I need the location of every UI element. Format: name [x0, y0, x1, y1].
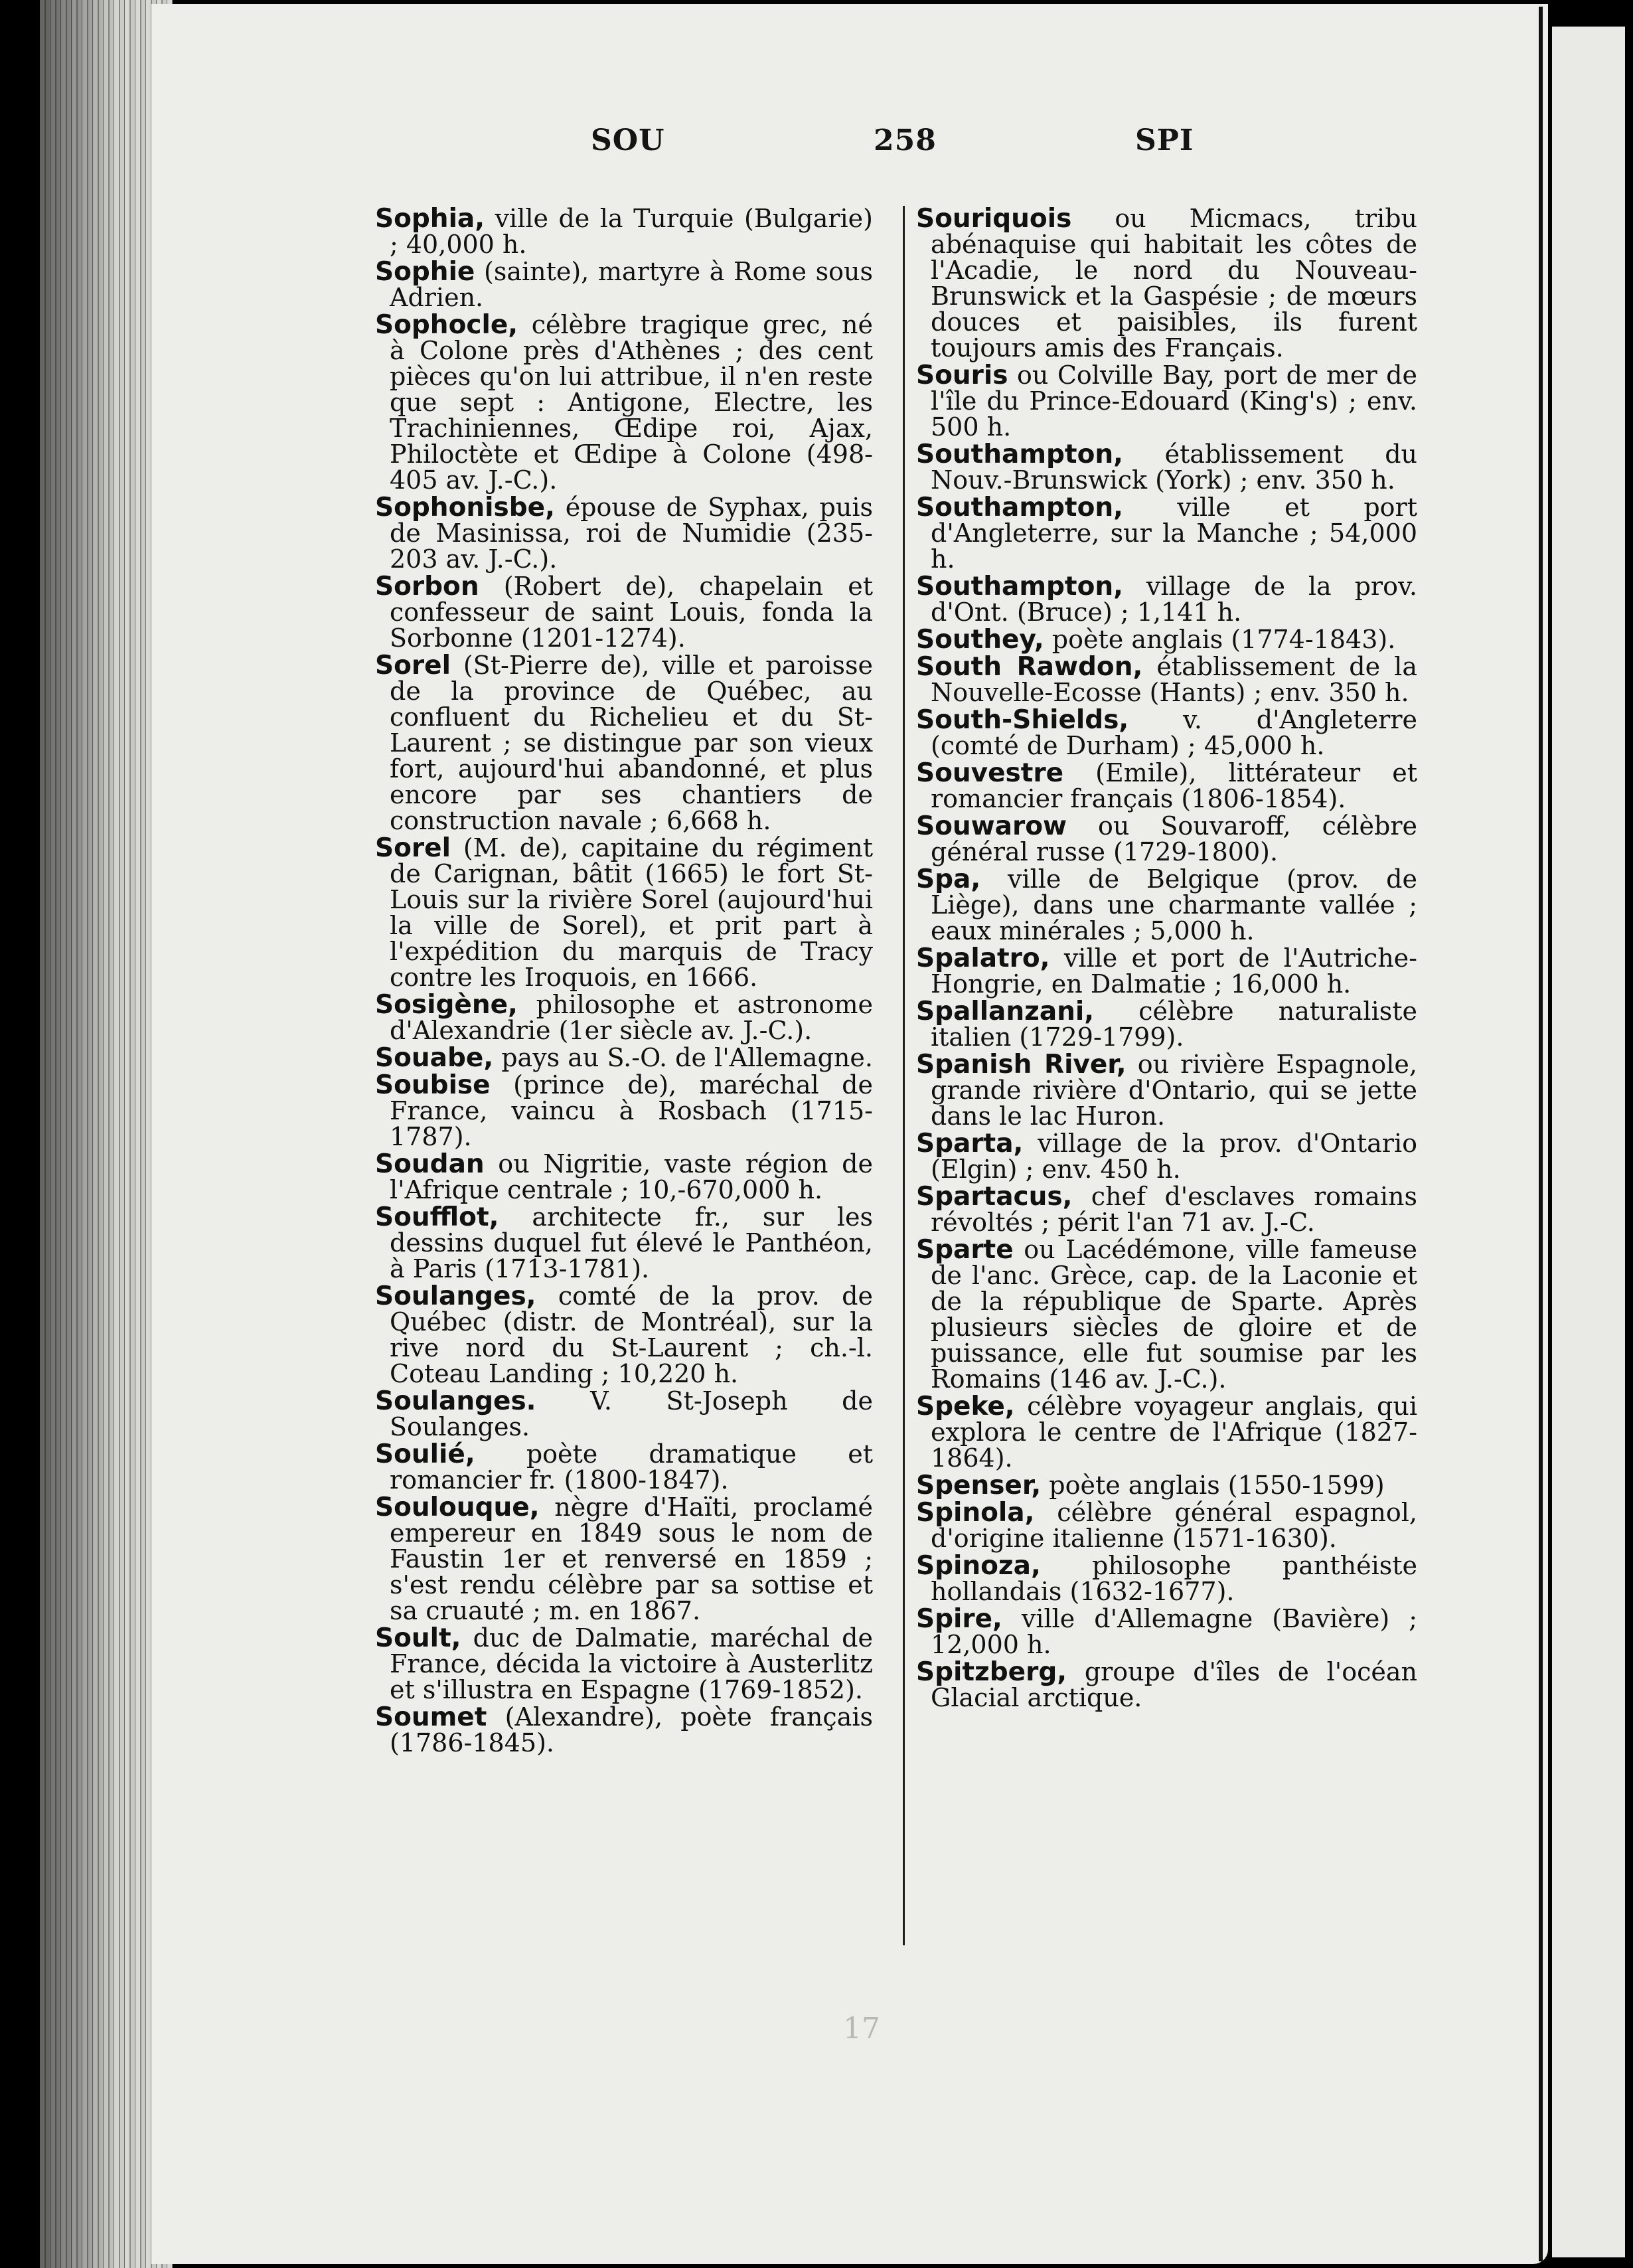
entry-definition: groupe d'îles de l'océan Glacial arctique.: [931, 1657, 1417, 1712]
entry-definition: (Robert de), chapelain et confesseur de saint Louis, fonda la Sorbonne (1201-1274).: [390, 572, 873, 653]
entry-headword: Sophocle,: [375, 310, 518, 340]
entry-definition: poète dramatique et romancier fr. (1800-1847).: [390, 1439, 873, 1495]
dictionary-entry: [375, 259, 873, 311]
dictionary-entry: [375, 495, 873, 572]
entry-headword: Speke,: [916, 1392, 1015, 1421]
entry-headword: Souwarow: [916, 811, 1067, 841]
dictionary-entry: [916, 363, 1417, 440]
entry-definition: village de la prov. d'Ont. (Bruce) ; 1,141 h.: [931, 572, 1417, 627]
entry-headword: Southampton,: [916, 493, 1123, 523]
entry-headword: Soufflot,: [375, 1202, 499, 1232]
dictionary-entry: [375, 653, 873, 834]
entry-definition: v. d'Angleterre (comté de Durham) ; 45,000 h.: [931, 705, 1417, 760]
dictionary-entry: [916, 813, 1417, 865]
entry-definition: ou rivière Espagnole, grande rivière d'Ontario, qui se jette dans le lac Huron.: [931, 1050, 1417, 1131]
signature-mark: 17: [843, 2012, 880, 2046]
dictionary-entry: [916, 654, 1417, 706]
entry-headword: Southey,: [916, 625, 1044, 655]
entry-headword: Soumet: [375, 1702, 487, 1732]
dictionary-entry: [916, 945, 1417, 997]
dictionary-entry: [375, 574, 873, 651]
entry-headword: Sparte: [916, 1235, 1014, 1265]
entry-definition: duc de Dalmatie, maréchal de France, décida la victoire à Austerlitz et s'illustra en Espagne (1769-1852).: [390, 1623, 873, 1704]
dictionary-entry: [916, 707, 1417, 759]
dictionary-entry: [916, 574, 1417, 625]
left-column: [375, 206, 873, 1757]
dictionary-entry: [916, 1500, 1417, 1552]
entry-definition: célèbre général espagnol, d'origine italienne (1571-1630).: [931, 1498, 1417, 1553]
entry-headword: Sophonisbe,: [375, 493, 555, 523]
entry-definition: (Alexandre), poète français (1786-1845).: [390, 1702, 873, 1757]
next-page-edge: [1552, 27, 1625, 2257]
dictionary-entry: [916, 206, 1417, 361]
entry-headword: Sparta,: [916, 1129, 1024, 1159]
entry-definition: épouse de Syphax, puis de Masinissa, roi de Numidie (235-203 av. J.-C.).: [390, 493, 873, 574]
entry-definition: (Emile), littérateur et romancier français (1806-1854).: [931, 758, 1417, 813]
entry-definition: établissement de la Nouvelle-Ecosse (Hants) ; env. 350 h.: [931, 652, 1417, 707]
entry-definition: ou Lacédémone, ville fameuse de l'anc. Grèce, cap. de la Laconie et de la république de Sparte. Après plusieurs siècles de gloire et de puissance, elle fut soumise par les Romains (146 av. J.-C.).: [931, 1235, 1417, 1394]
dictionary-entry: [375, 206, 873, 258]
entry-definition: pays au S.-O. de l'Allemagne.: [493, 1043, 873, 1072]
column-divider: [903, 206, 905, 1945]
dictionary-entry: [916, 760, 1417, 812]
entry-definition: (prince de), maréchal de France, vaincu à Rosbach (1715-1787).: [390, 1070, 873, 1151]
entry-headword: Souris: [916, 361, 1008, 390]
entry-definition: village de la prov. d'Ontario (Elgin) ; env. 450 h.: [931, 1129, 1417, 1184]
dictionary-entry: [375, 1625, 873, 1703]
dictionary-entry: [375, 1045, 873, 1071]
entry-definition: ville d'Allemagne (Bavière) ; 12,000 h.: [931, 1604, 1417, 1659]
dictionary-entry: [375, 312, 873, 493]
dictionary-entry: [916, 866, 1417, 944]
dictionary-entry: [916, 1184, 1417, 1236]
entry-definition: ou Souvaroff, célèbre général russe (1729-1800).: [931, 811, 1417, 866]
entry-definition: (M. de), capitaine du régiment de Carignan, bâtit (1665) le fort St-Louis sur la rivière Sorel (aujourd'hui la ville de Sorel), et prit part à l'expédition du marquis de Tracy contre les Iroquois, en 1666.: [390, 833, 873, 992]
entry-definition: ville de Belgique (prov. de Liège), dans une charmante vallée ; eaux minérales ; 5,000 h.: [931, 864, 1417, 945]
dictionary-entry: [916, 1237, 1417, 1392]
entry-headword: Spartacus,: [916, 1182, 1073, 1212]
dictionary-entry: [375, 1072, 873, 1150]
dictionary-entry: [916, 495, 1417, 572]
dictionary-entry: [916, 1553, 1417, 1605]
entry-headword: South-Shields,: [916, 705, 1129, 735]
dictionary-entry: [916, 999, 1417, 1050]
entry-headword: Sorel: [375, 833, 451, 863]
dictionary-entry: [916, 1659, 1417, 1711]
entry-definition: chef d'esclaves romains révoltés ; périt l'an 71 av. J.-C.: [931, 1182, 1417, 1237]
entry-headword: Soulanges,: [375, 1281, 536, 1311]
dictionary-entry: [375, 1704, 873, 1756]
dictionary-entry: [375, 1388, 873, 1440]
dictionary-entry: [916, 1606, 1417, 1658]
running-head-right: SPI: [1135, 123, 1194, 157]
entry-headword: Souriquois: [916, 204, 1072, 234]
entry-headword: South Rawdon,: [916, 652, 1143, 682]
entry-headword: Soulanges.: [375, 1386, 536, 1416]
entry-headword: Soulouque,: [375, 1493, 540, 1522]
page-number: 258: [874, 123, 937, 157]
entry-headword: Spallanzani,: [916, 997, 1095, 1026]
entry-definition: architecte fr., sur les dessins duquel fut élevé le Panthéon, à Paris (1713-1781).: [390, 1202, 873, 1283]
entry-definition: poète anglais (1774-1843).: [1044, 625, 1396, 654]
dictionary-entry: [375, 1441, 873, 1493]
entry-headword: Soult,: [375, 1623, 461, 1653]
dictionary-entry: [916, 442, 1417, 493]
entry-headword: Souvestre: [916, 758, 1064, 788]
entry-definition: célèbre voyageur anglais, qui explora le centre de l'Afrique (1827-1864).: [931, 1392, 1417, 1473]
entry-definition: célèbre tragique grec, né à Colone près d'Athènes ; des cent pièces qu'on lui attribue, il n'en reste que sept : Antigone, Electre, les Trachiniennes, Œdipe roi, Ajax, Philoctète et Œdipe à Colone (498-405 av. J.-C.).: [390, 310, 873, 495]
entry-definition: ville et port d'Angleterre, sur la Manche ; 54,000 h.: [931, 493, 1417, 574]
entry-headword: Spa,: [916, 864, 981, 894]
entry-headword: Souabe,: [375, 1043, 494, 1073]
dictionary-entry: [375, 1151, 873, 1203]
entry-headword: Southampton,: [916, 572, 1123, 602]
entry-definition: ville de la Turquie (Bulgarie) ; 40,000 h.: [390, 204, 873, 259]
entry-definition: établissement du Nouv.-Brunswick (York) ; env. 350 h.: [931, 440, 1417, 495]
entry-definition: comté de la prov. de Québec (distr. de Montréal), sur la rive nord du St-Laurent ; ch.-l. Coteau Landing ; 10,220 h.: [390, 1281, 873, 1388]
entry-definition: V. St-Joseph de Soulanges.: [390, 1386, 873, 1441]
right-column: [916, 206, 1417, 1712]
entry-definition: ou Nigritie, vaste région de l'Afrique centrale ; 10,-670,000 h.: [390, 1149, 873, 1204]
entry-definition: (St-Pierre de), ville et paroisse de la province de Québec, au confluent du Richelieu et du St-Laurent ; se distingue par son vieux fort, aujourd'hui abandonné, et plus encore par ses chantiers de construction navale ; 6,668 h.: [390, 651, 873, 835]
dictionary-entry: [916, 1052, 1417, 1129]
entry-definition: nègre d'Haïti, proclamé empereur en 1849 sous le nom de Faustin 1er et renversé en 1859 ; s'est rendu célèbre par sa sottise et sa cruauté ; m. en 1867.: [390, 1493, 873, 1625]
entry-headword: Southampton,: [916, 440, 1123, 469]
entry-headword: Sophie: [375, 257, 475, 287]
entry-definition: (sainte), martyre à Rome sous Adrien.: [390, 257, 873, 312]
entry-headword: Spitzberg,: [916, 1657, 1067, 1687]
dictionary-entry: [375, 835, 873, 991]
entry-headword: Sophia,: [375, 204, 485, 234]
entry-definition: ville et port de l'Autriche-Hongrie, en Dalmatie ; 16,000 h.: [931, 943, 1417, 999]
page-gutter-shadow: [1539, 7, 1543, 2261]
dictionary-entry: [916, 1131, 1417, 1182]
entry-definition: philosophe et astronome d'Alexandrie (1er siècle av. J.-C.).: [390, 990, 873, 1045]
entry-headword: Soubise: [375, 1070, 491, 1100]
running-head-left: SOU: [591, 123, 665, 157]
entry-headword: Soulié,: [375, 1439, 475, 1469]
entry-headword: Sorel: [375, 651, 451, 681]
dictionary-entry: [916, 627, 1417, 653]
entry-definition: poète anglais (1550-1599): [1041, 1471, 1385, 1500]
dictionary-entry: [375, 1283, 873, 1387]
dictionary-entry: [375, 1204, 873, 1282]
entry-definition: célèbre naturaliste italien (1729-1799).: [931, 997, 1417, 1052]
entry-definition: ou Micmacs, tribu abénaquise qui habitait les côtes de l'Acadie, le nord du Nouveau-Brunswick et la Gaspésie ; de mœurs douces et paisibles, ils furent toujours amis des Français.: [931, 204, 1417, 363]
entry-headword: Spenser,: [916, 1471, 1042, 1500]
entry-headword: Spinola,: [916, 1498, 1035, 1528]
entry-definition: ou Colville Bay, port de mer de l'île du Prince-Edouard (King's) ; env. 500 h.: [931, 361, 1417, 442]
dictionary-entry: [375, 992, 873, 1044]
dictionary-entry: [916, 1394, 1417, 1471]
dictionary-entry: [375, 1495, 873, 1624]
entry-headword: Sorbon: [375, 572, 479, 602]
dictionary-entry: [916, 1473, 1417, 1498]
entry-headword: Spire,: [916, 1604, 1002, 1634]
entry-definition: philosophe panthéiste hollandais (1632-1677).: [931, 1551, 1417, 1606]
entry-headword: Sosigène,: [375, 990, 518, 1020]
entry-headword: Soudan: [375, 1149, 485, 1179]
entry-headword: Spinoza,: [916, 1551, 1041, 1581]
entry-headword: Spanish River,: [916, 1050, 1127, 1080]
entry-headword: Spalatro,: [916, 943, 1050, 973]
